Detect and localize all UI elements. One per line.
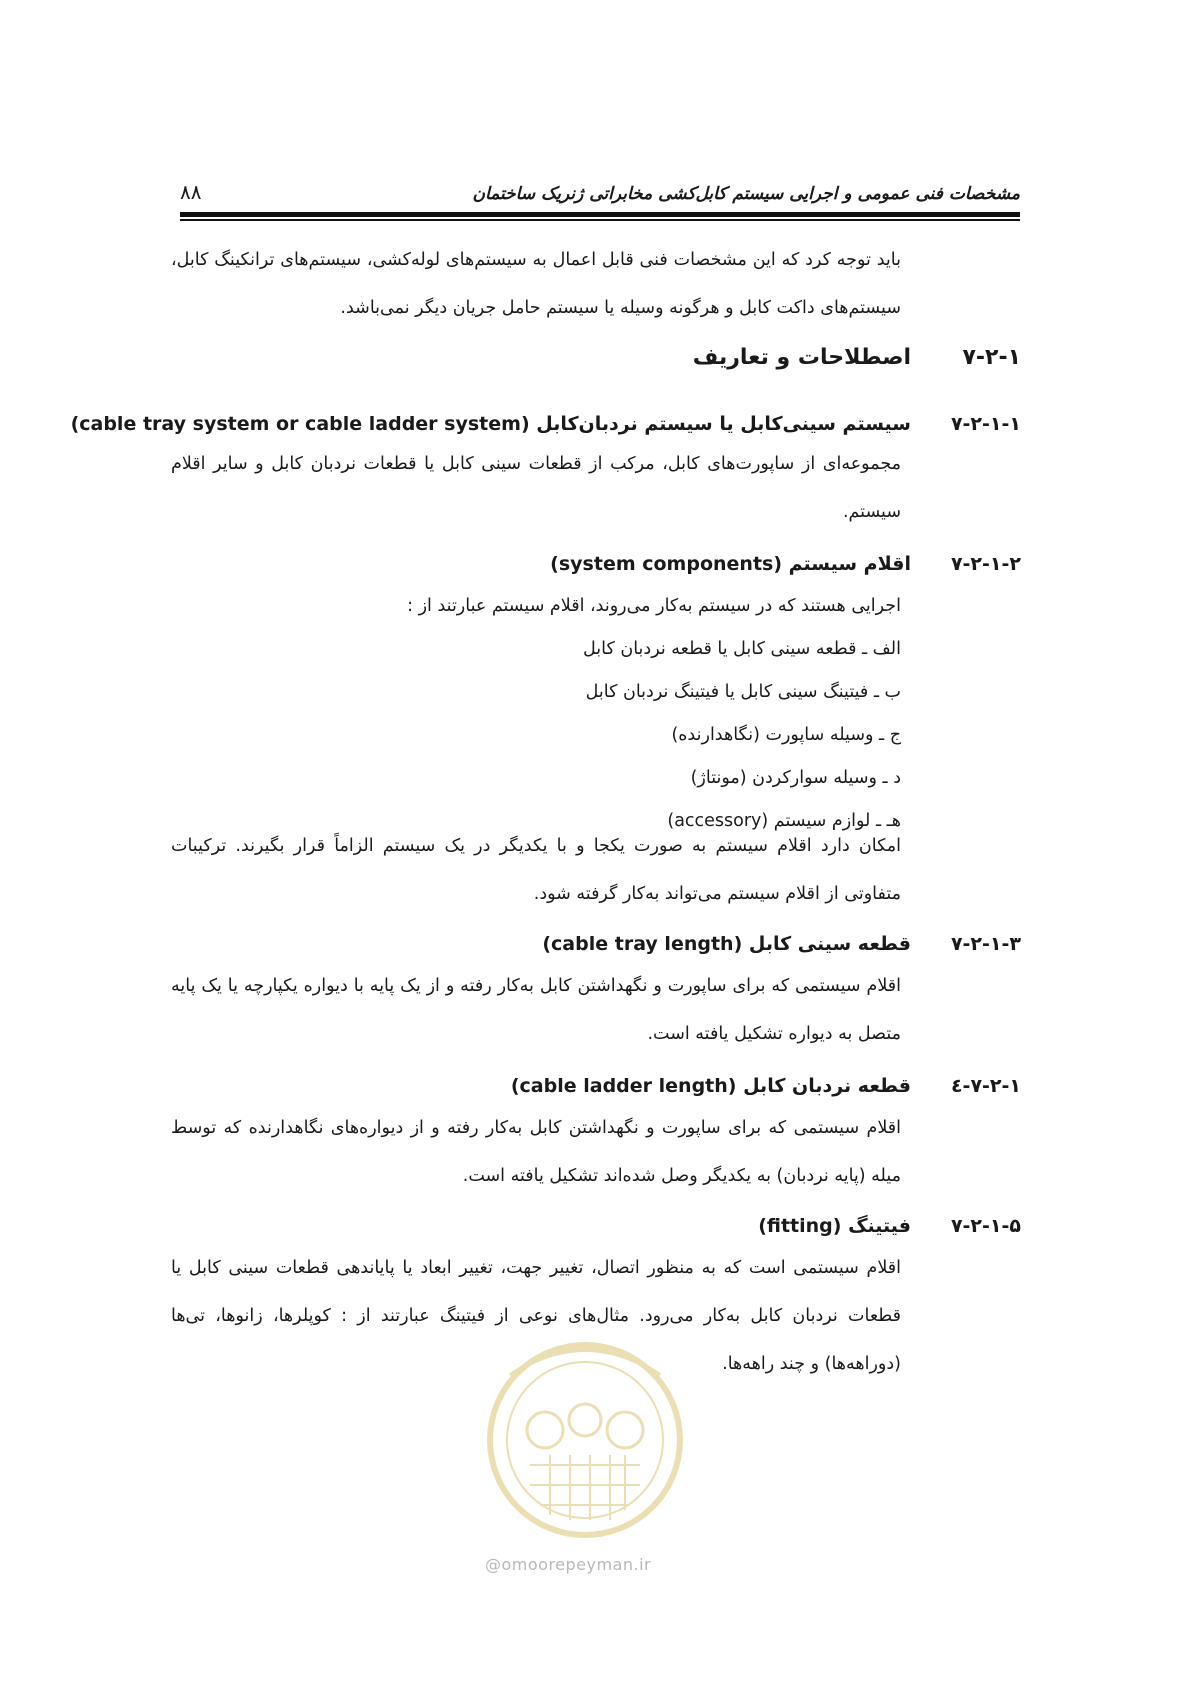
item-title: اقلام سیستم (system components): [550, 553, 911, 575]
item-title: فیتینگ (fitting): [758, 1215, 911, 1237]
list-item: د ـ وسیله سوارکردن (مونتاژ): [690, 768, 901, 788]
list-item: الف ـ قطعه سینی کابل یا قطعه نردبان کابل: [583, 639, 901, 659]
item-body-5: اقلام سیستمی است که به منظور اتصال، تغییر جهت، تغییر ابعاد یا پایاندهی قطعات سینی کابل یا قطعات نردبان کابل به‌کار می‌رود. مثال‌های نوعی از فیتینگ عبارتند از : کوپلرها، زانوها، تی‌ها (دوراهه‌ها) و چند راهه‌ها.: [171, 1258, 901, 1374]
item-heading-3: [542, 924, 1021, 964]
item-title: قطعه نردبان کابل (cable ladder length): [510, 1075, 911, 1097]
header-rule-thin: [180, 219, 1020, 221]
header-title: مشخصات فنی عمومی و اجرایی سیستم کابل‌کشی مخابراتی ژنریک ساختمان: [472, 184, 1020, 204]
watermark-site: @omoorepeyman.ir: [485, 1555, 652, 1574]
item-heading-4: [511, 1066, 1021, 1106]
item-heading-1: [71, 404, 1021, 444]
item-number: ۷-۲-۱-۲: [950, 553, 1021, 575]
page-number: ۸۸: [180, 180, 202, 204]
item-body-1: مجموعه‌ای از ساپورت‌های کابل، مرکب از قطعات سینی کابل یا قطعات نردبان کابل و سایر اقلام سیستم.: [171, 454, 901, 522]
item-heading-5: [758, 1206, 1021, 1246]
list-item: هـ ـ لوازم سیستم (accessory): [667, 811, 901, 831]
section-number: ۷-۲-۱: [962, 345, 1021, 370]
item-body-4: اقلام سیستمی که برای ساپورت و نگهداشتن کابل به‌کار رفته و از دیواره‌های نگاهدارنده که توسط میله (پایه نردبان) به یکدیگر وصل شده‌اند تشکیل یافته است.: [171, 1118, 901, 1186]
item-number: ۷-۲-۱-۵: [950, 1215, 1021, 1237]
list-lead: اجرایی هستند که در سیستم به‌کار می‌روند، اقلام سیستم عبارتند از :: [407, 596, 901, 616]
list-item: ج ـ وسیله ساپورت (نگاهدارنده): [671, 725, 901, 745]
section-title: اصطلاحات و تعاریف: [692, 345, 911, 370]
item-title: سیستم سینی‌کابل یا سیستم نردبان‌کابل (cable tray system or cable ladder system): [70, 413, 911, 435]
components-list: [407, 585, 901, 843]
item-title: قطعه سینی کابل (cable tray length): [542, 933, 911, 955]
item-body-3: اقلام سیستمی که برای ساپورت و نگهداشتن کابل به‌کار رفته و از یک پایه با دیواره یکپارچه یا یک پایه متصل به دیواره تشکیل یافته است.: [171, 976, 901, 1044]
intro-paragraph: باید توجه کرد که این مشخصات فنی قابل اعمال به سیستم‌های لوله‌کشی، سیستم‌های ترانکینگ کابل، سیستم‌های داکت کابل و هرگونه وسیله یا سیستم حامل جریان دیگر نمی‌باشد.: [171, 250, 901, 318]
header-rule-thick: [180, 212, 1020, 217]
item-number: ۷-۲-۱-۱: [950, 413, 1021, 435]
item-number: ۷-۲-۱-۳: [950, 933, 1021, 955]
section-heading: [693, 338, 1021, 378]
item-number: ۷-۲-۱-٤: [950, 1075, 1021, 1097]
item-heading-2: [550, 544, 1021, 584]
item-body-2: امکان دارد اقلام سیستم به صورت یکجا و با یکدیگر در یک سیستم الزاماً قرار بگیرند. ترکیبات متفاوتی از اقلام سیستم می‌تواند به‌کار گرفته شود.: [171, 836, 901, 904]
list-item: ب ـ فیتینگ سینی کابل یا فیتینگ نردبان کابل: [585, 682, 901, 702]
